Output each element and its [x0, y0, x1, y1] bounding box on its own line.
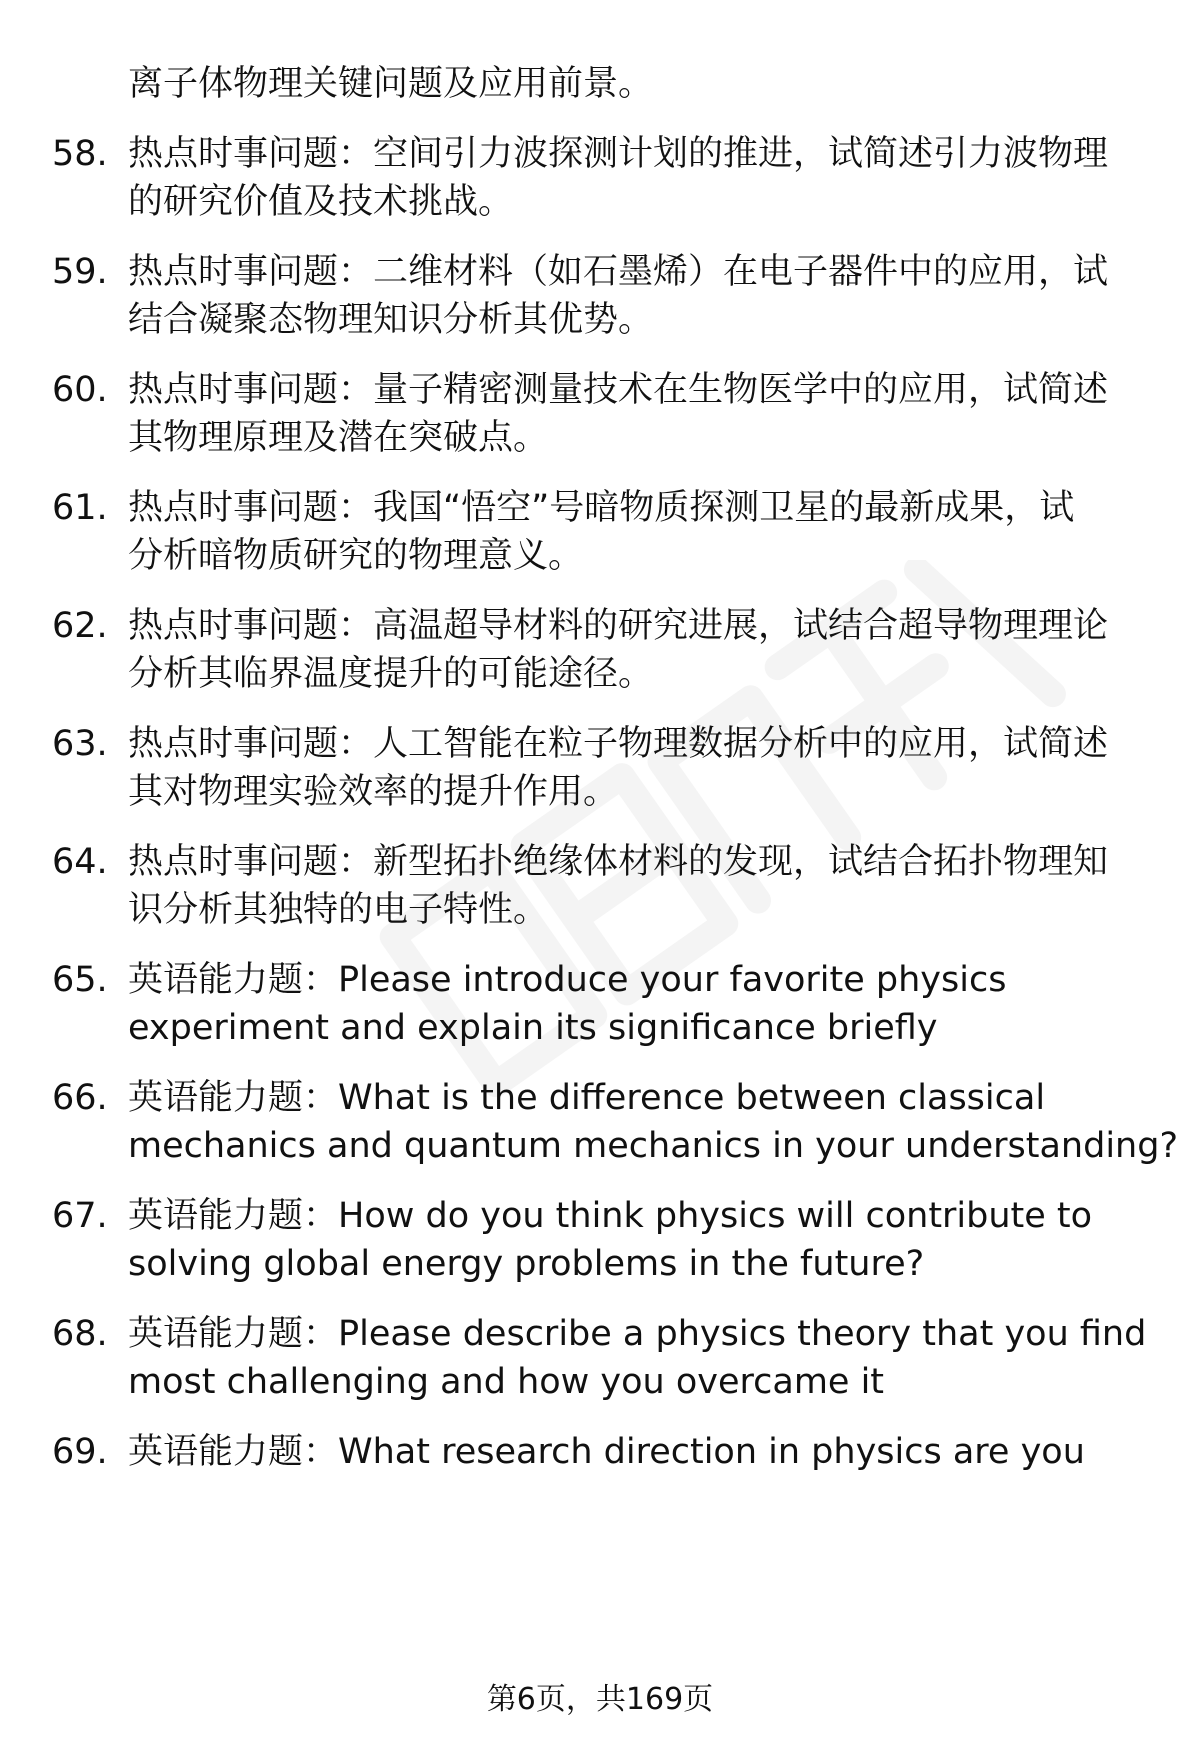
question-text-line: 分析暗物质研究的物理意义。: [128, 536, 584, 576]
question-text-line: 热点时事问题：我国“悟空”号暗物质探测卫星的最新成果，试: [128, 488, 1075, 528]
question-text-line: 热点时事问题：量子精密测量技术在生物医学中的应用，试简述: [128, 370, 1109, 410]
question-number: 66.: [52, 1078, 108, 1118]
question-number: 63.: [52, 724, 108, 764]
question-number: 65.: [52, 960, 108, 1000]
question-text-line: 的研究价值及技术挑战。: [128, 182, 514, 222]
question-number: 67.: [52, 1196, 108, 1236]
question-text-line: 结合凝聚态物理知识分析其优势。: [128, 300, 654, 340]
question-text: [128, 838, 1200, 934]
question-text-line: 热点时事问题：空间引力波探测计划的推进，试简述引力波物理: [128, 134, 1109, 174]
question-text: [128, 720, 1200, 816]
question-number: 61.: [52, 488, 108, 528]
question-text-line: 其对物理实验效率的提升作用。: [128, 772, 619, 812]
question-text: [128, 248, 1200, 344]
question-number: 69.: [52, 1432, 108, 1472]
question-text: [128, 1428, 1200, 1476]
question-number: 62.: [52, 606, 108, 646]
question-text: [128, 956, 1200, 1052]
question-text: [128, 130, 1200, 226]
question-number: 60.: [52, 370, 108, 410]
question-text-line: most challenging and how you overcame it: [128, 1362, 885, 1402]
question-number: 64.: [52, 842, 108, 882]
question-text-line: solving global energy problems in the future?: [128, 1244, 925, 1284]
question-text: [128, 366, 1200, 462]
question-text: [128, 1074, 1200, 1170]
question-text: [128, 484, 1200, 580]
question-number: 59.: [52, 252, 108, 292]
question-text-line: 英语能力题：Please describe a physics theory that you find: [128, 1314, 1147, 1354]
question-number: 68.: [52, 1314, 108, 1354]
question-text-line: 分析其临界温度提升的可能途径。: [128, 654, 654, 694]
question-text-line: 识分析其独特的电子特性。: [128, 890, 549, 930]
question-text-line: 英语能力题：What is the difference between classical: [128, 1078, 1046, 1118]
question-text-line: 热点时事问题：人工智能在粒子物理数据分析中的应用，试简述: [128, 724, 1109, 764]
question-text-line: mechanics and quantum mechanics in your understanding?: [128, 1126, 1179, 1166]
question-number: 58.: [52, 134, 108, 174]
question-text: [128, 1192, 1200, 1288]
question-text-line: 热点时事问题：高温超导材料的研究进展，试结合超导物理理论: [128, 606, 1109, 646]
question-text-line: 热点时事问题：新型拓扑绝缘体材料的发现，试结合拓扑物理知: [128, 842, 1109, 882]
question-text-line: 热点时事问题：二维材料（如石墨烯）在电子器件中的应用，试: [128, 252, 1109, 292]
question-text-line: 英语能力题：How do you think physics will contribute to: [128, 1196, 1093, 1236]
question-text-line: 英语能力题：Please introduce your favorite physics: [128, 960, 1007, 1000]
continuation-text: 离子体物理关键问题及应用前景。: [128, 64, 654, 104]
question-text-line: experiment and explain its significance briefly: [128, 1008, 938, 1048]
question-text: [128, 1310, 1200, 1406]
question-text-line: 英语能力题：What research direction in physics are you: [128, 1432, 1085, 1472]
question-text-line: 其物理原理及潜在突破点。: [128, 418, 549, 458]
question-text: [128, 602, 1200, 698]
page-number-footer: 第6页，共169页: [486, 1682, 714, 1717]
